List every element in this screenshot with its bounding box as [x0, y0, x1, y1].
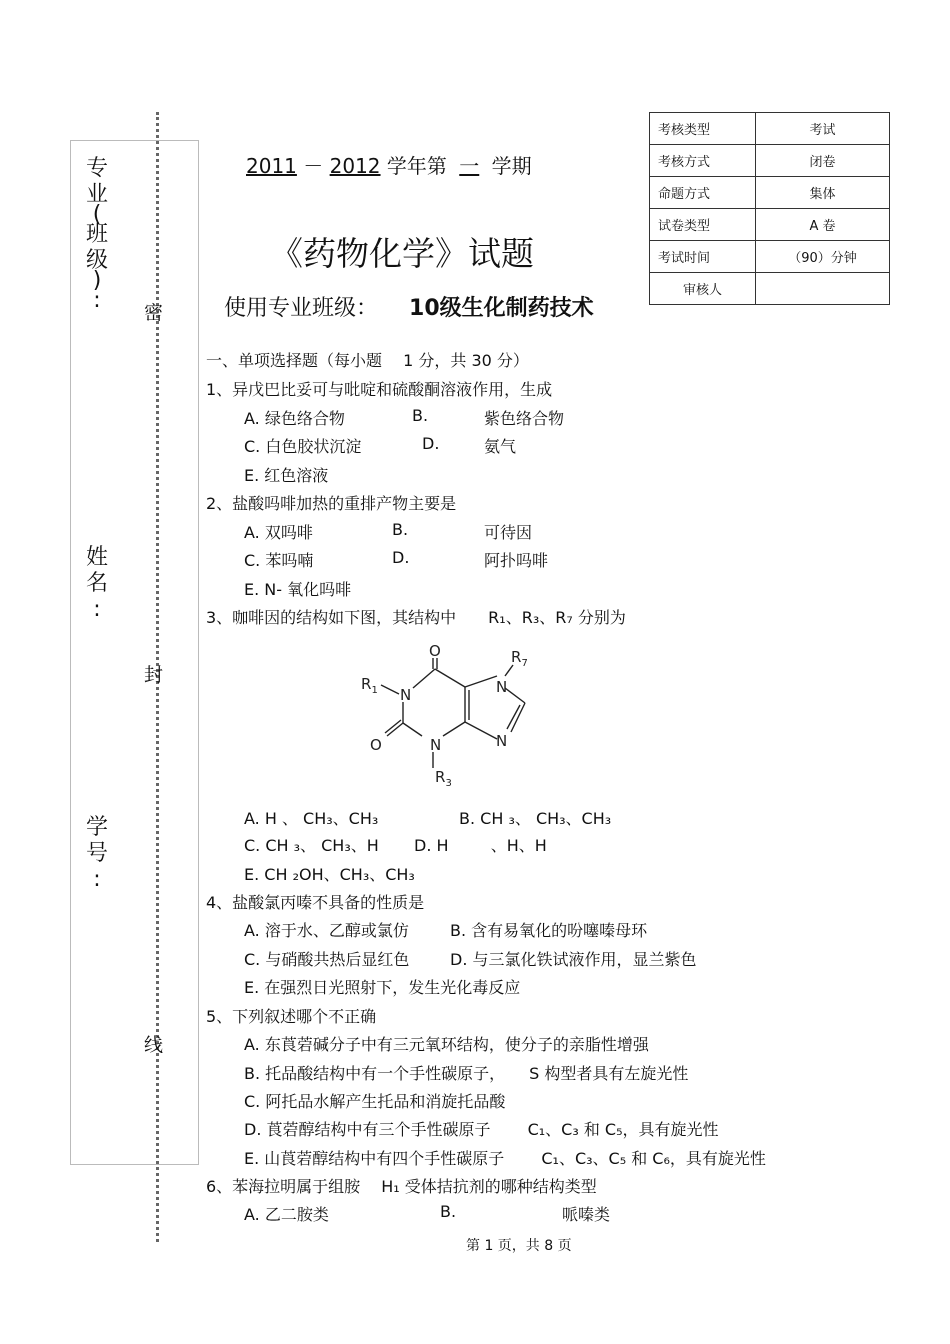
info-value: A 卷: [756, 209, 890, 241]
label-char: (: [92, 202, 102, 227]
option-b-letter: B.: [392, 520, 409, 539]
label-char: 学: [85, 815, 108, 840]
section-heading: 一、单项选择题（每小题 1 分，共 30 分）: [206, 351, 529, 370]
info-key: 命题方式: [650, 177, 756, 209]
option-e: E. 山莨菪醇结构中有四个手性碳原子 C₁、C₃、C₅ 和 C₆，具有旋光性: [244, 1149, 766, 1168]
option-b-letter: B.: [412, 406, 429, 425]
label-char: :: [93, 597, 101, 622]
option-a: A. 东莨菪碱分子中有三元氧环结构，使分子的亲脂性增强: [244, 1035, 649, 1054]
option-e: E. CH ₂OH、CH₃、CH₃: [244, 865, 415, 884]
option-c: C. 与硝酸共热后显红色: [244, 950, 410, 969]
year-mid: 学年第: [386, 154, 447, 178]
r3-sub: 3: [445, 778, 452, 789]
option-b: B. 含有易氧化的吩噻嗪母环: [450, 921, 648, 940]
info-value: 考试: [756, 113, 890, 145]
name-label: [82, 545, 112, 623]
r3-label: [435, 768, 452, 789]
question-stem: 1、异戊巴比妥可与吡啶和硫酸酮溶液作用，生成: [206, 380, 553, 399]
r3-letter: R: [435, 768, 446, 786]
label-char: 级: [85, 248, 108, 273]
option-b: B. 托品酸结构中有一个手性碳原子， S 构型者具有左旋光性: [244, 1064, 689, 1083]
year-end: 2012: [329, 154, 381, 178]
oxygen-top: O: [429, 642, 441, 660]
n1-atom: N: [400, 686, 412, 704]
option-d: 阿扑吗啡: [484, 551, 549, 570]
option-e: E. 红色溶液: [244, 466, 329, 485]
question-stem: 6、苯海拉明属于组胺 H₁ 受体拮抗剂的哪种结构类型: [206, 1177, 597, 1196]
seal-char-xian: 线: [144, 1034, 164, 1056]
n3-atom: N: [430, 736, 442, 754]
option-c: C. CH ₃、 CH₃、H: [244, 836, 379, 855]
question-stem: 4、盐酸氯丙嗪不具备的性质是: [206, 893, 425, 912]
label-char: :: [93, 288, 101, 313]
academic-year-line: [246, 150, 532, 179]
term-end: 学期: [491, 154, 532, 178]
question-stem: 5、下列叙述哪个不正确: [206, 1007, 377, 1026]
year-start: 2011: [246, 154, 297, 178]
seal-char-mi: 密: [144, 302, 164, 324]
option-d: D. 与三氯化铁试液作用，显兰紫色: [450, 950, 697, 969]
option-a: A. H 、 CH₃、CH₃: [244, 809, 379, 828]
info-key: 试卷类型: [650, 209, 756, 241]
label-char: 姓: [85, 545, 108, 570]
option-c: C. 阿托品水解产生托品和消旋托品酸: [244, 1092, 506, 1111]
info-key: 审核人: [650, 273, 756, 305]
caffeine-structure: [355, 640, 555, 790]
n9-atom: N: [496, 732, 508, 750]
option-c: C. 苯吗喃: [244, 551, 314, 570]
class-label: 使用专业班级：: [224, 296, 379, 321]
r7-label: [511, 648, 528, 669]
option-a: A. 双吗啡: [244, 523, 313, 542]
option-d-letter: D.: [422, 434, 440, 453]
exam-info-table: [649, 112, 890, 305]
question-stem: 2、盐酸吗啡加热的重排产物主要是: [206, 494, 457, 513]
r7-letter: R: [511, 648, 522, 666]
r1-letter: R: [361, 675, 372, 693]
option-b: 紫色络合物: [484, 409, 565, 428]
option-b-letter: B.: [440, 1202, 457, 1221]
major-class-label: [82, 156, 112, 314]
info-value: （90）分钟: [756, 241, 890, 273]
option-b: B. CH ₃、 CH₃、CH₃: [459, 809, 612, 828]
label-char: 业: [85, 182, 108, 207]
info-key: 考试时间: [650, 241, 756, 273]
option-b: 哌嗪类: [562, 1205, 611, 1224]
year-dash: －: [303, 154, 324, 178]
class-value: 10级生化制药技术: [409, 296, 594, 321]
oxygen-left: O: [370, 736, 382, 754]
option-e: E. N- 氧化吗啡: [244, 580, 352, 599]
info-value: 闭卷: [756, 145, 890, 177]
class-line: [224, 291, 594, 322]
info-value: [756, 273, 890, 305]
option-a: A. 乙二胺类: [244, 1205, 329, 1224]
option-d: 氨气: [484, 437, 517, 456]
n7-atom: N: [496, 678, 508, 696]
info-key: 考核方式: [650, 145, 756, 177]
label-char: 专: [85, 156, 108, 181]
r1-sub: 1: [371, 685, 378, 696]
question-stem: 3、咖啡因的结构如下图，其结构中 R₁、R₃、R₇ 分别为: [206, 608, 626, 627]
label-char: 名: [85, 571, 108, 596]
option-d-letter: D.: [392, 548, 410, 567]
r1-label: [361, 675, 378, 696]
option-d: D. 莨菪醇结构中有三个手性碳原子 C₁、C₃ 和 C₅，具有旋光性: [244, 1120, 719, 1139]
term-number: 一: [459, 154, 480, 178]
label-char: ): [92, 268, 102, 293]
label-char: 号: [85, 841, 108, 866]
option-e: E. 在强烈日光照射下，发生光化毒反应: [244, 978, 521, 997]
option-a: A. 绿色络合物: [244, 409, 345, 428]
seal-char-feng: 封: [144, 664, 164, 686]
option-a: A. 溶于水、乙醇或氯仿: [244, 921, 409, 940]
label-char: :: [93, 867, 101, 892]
exam-title: 《药物化学》试题: [270, 234, 534, 273]
option-d: D. H 、H、H: [414, 836, 547, 855]
label-char: 班: [85, 222, 108, 247]
r7-sub: 7: [521, 658, 528, 669]
option-c: C. 白色胶状沉淀: [244, 437, 362, 456]
student-id-label: [82, 815, 112, 893]
page-footer: 第 1 页，共 8 页: [466, 1238, 572, 1254]
option-b: 可待因: [484, 523, 533, 542]
info-key: 考核类型: [650, 113, 756, 145]
info-value: 集体: [756, 177, 890, 209]
